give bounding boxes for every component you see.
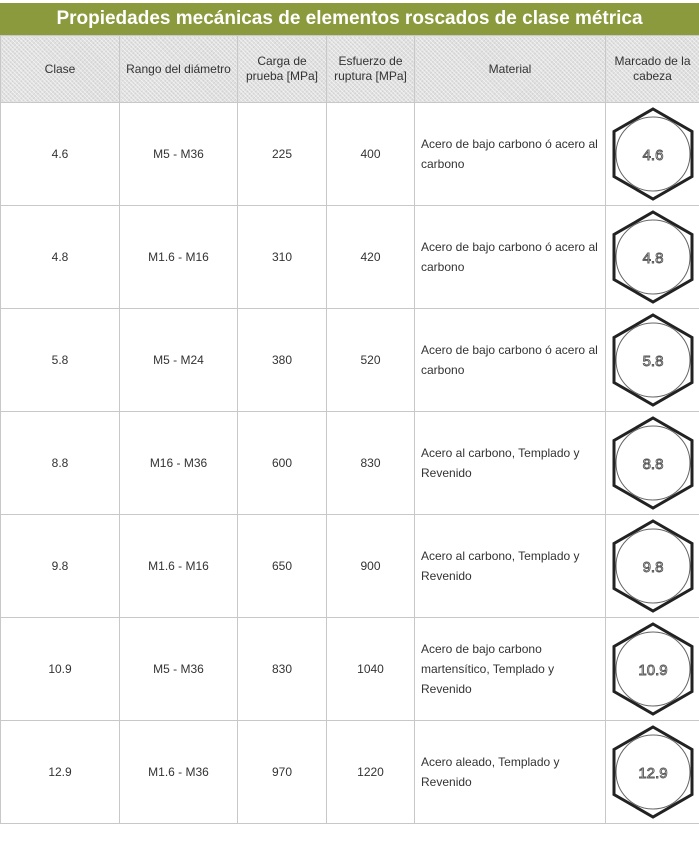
cell-carga: 310 [238,206,327,309]
bolt-head-icon [610,209,696,305]
cell-marcado [606,721,699,824]
header-material: Material [415,36,606,103]
bolt-head-icon [610,106,696,202]
cell-material: Acero de bajo carbono ó acero al carbono [415,206,606,309]
header-rango: Rango del diámetro [120,36,238,103]
bolt-head-icon [610,312,696,408]
table-row [1,515,699,618]
cell-material: Acero de bajo carbono martensítico, Templado y Revenido [415,618,606,721]
cell-material: Acero al carbono, Templado y Revenido [415,412,606,515]
cell-rango: M5 - M36 [120,103,238,206]
cell-esfuerzo: 420 [327,206,415,309]
cell-rango: M1.6 - M16 [120,206,238,309]
head-marking-label: 12.9 [637,765,668,782]
cell-rango: M1.6 - M16 [120,515,238,618]
cell-esfuerzo: 830 [327,412,415,515]
bolt-head-icon [610,518,696,614]
cell-marcado [606,515,699,618]
header-marcado: Marcado de la cabeza [606,36,699,103]
cell-material: Acero de bajo carbono ó acero al carbono [415,309,606,412]
head-marking-label: 5.8 [642,353,663,370]
properties-table [0,35,699,824]
head-marking-label: 10.9 [637,662,668,679]
cell-clase: 5.8 [1,309,120,412]
cell-carga: 970 [238,721,327,824]
table-row [1,309,699,412]
cell-carga: 650 [238,515,327,618]
head-marking-label: 4.6 [642,147,663,164]
cell-clase: 10.9 [1,618,120,721]
table-row [1,412,699,515]
table-row [1,206,699,309]
table-row [1,721,699,824]
cell-clase: 4.6 [1,103,120,206]
bolt-head-icon [610,724,696,820]
cell-marcado [606,309,699,412]
head-marking-label: 4.8 [642,250,663,267]
cell-rango: M5 - M24 [120,309,238,412]
cell-rango: M1.6 - M36 [120,721,238,824]
header-esfuerzo: Esfuerzo de ruptura [MPa] [327,36,415,103]
header-row [1,36,699,103]
cell-carga: 830 [238,618,327,721]
cell-carga: 225 [238,103,327,206]
head-marking-label: 8.8 [642,456,663,473]
bolt-head-icon [610,415,696,511]
header-carga: Carga de prueba [MPa] [238,36,327,103]
cell-clase: 9.8 [1,515,120,618]
header-clase: Clase [1,36,120,103]
cell-marcado [606,206,699,309]
cell-clase: 12.9 [1,721,120,824]
cell-esfuerzo: 900 [327,515,415,618]
cell-esfuerzo: 1220 [327,721,415,824]
cell-material: Acero de bajo carbono ó acero al carbono [415,103,606,206]
cell-marcado [606,412,699,515]
cell-marcado [606,618,699,721]
cell-rango: M16 - M36 [120,412,238,515]
table-title: Propiedades mecánicas de elementos roscados de clase métrica [0,3,699,35]
cell-rango: M5 - M36 [120,618,238,721]
cell-clase: 8.8 [1,412,120,515]
cell-material: Acero aleado, Templado y Revenido [415,721,606,824]
table-row [1,618,699,721]
cell-carga: 380 [238,309,327,412]
cell-esfuerzo: 1040 [327,618,415,721]
cell-esfuerzo: 520 [327,309,415,412]
cell-esfuerzo: 400 [327,103,415,206]
cell-marcado [606,103,699,206]
cell-clase: 4.8 [1,206,120,309]
cell-material: Acero al carbono, Templado y Revenido [415,515,606,618]
cell-carga: 600 [238,412,327,515]
bolt-head-icon [610,621,696,717]
table-row [1,103,699,206]
head-marking-label: 9.8 [642,559,663,576]
